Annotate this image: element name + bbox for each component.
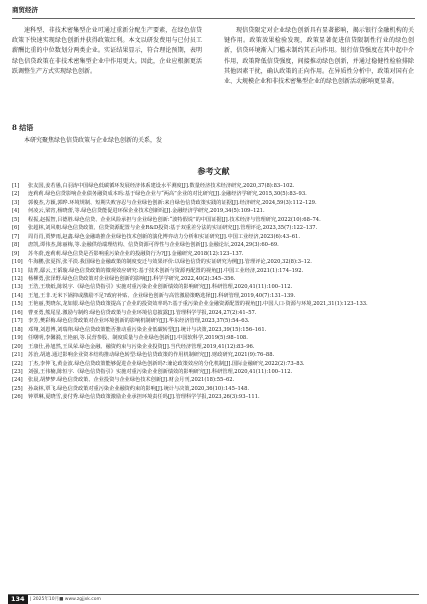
reference-item — [12, 317, 415, 325]
reference-item — [12, 351, 415, 359]
reference-item — [12, 376, 415, 384]
reference-number: [3] — [12, 199, 20, 206]
reference-number: [1] — [12, 183, 20, 189]
section-tag: 商贸经济 — [12, 6, 38, 14]
reference-number: [25] — [12, 385, 23, 392]
reference-number: [5] — [12, 216, 20, 223]
reference-item — [12, 224, 415, 232]
reference-text: 程振,赵振智,吕德胜.绿色信贷、企业风险承担与企业绿色创新:“波特假说”的中国证据[J].技术经济与管理研究,2022(10):68–74. — [28, 216, 321, 223]
reference-item — [12, 190, 415, 198]
reference-item — [12, 258, 415, 266]
reference-number: [8] — [12, 242, 20, 249]
body-paragraph: 速科型、非技术密集型企业可通过重新分配生产要素，在绿色信贷政策下快速实现绿色创新并获得政策红利。本文以研发费用与已付员工薪酬比重的中位数划分两类企业。实证结果显示，符合理论预期，表明绿色信贷政策在非技术密集型企业中作用更大。因此，企业应根据更活跃调整生产方式实现绿色创新。 — [12, 27, 202, 75]
reference-text: 牛海鹏,张夏挥,张平淡.我国绿色金融政策的制度变迁与效果评价:以绿色信贷的实证研究为例[J].管理评论,2020,32(8):3–12. — [28, 259, 312, 266]
reference-text: 杨柳勇,张泽野.绿色信贷政策对企业绿色创新的影响[J].科学学研究,2022,40(2):345–356. — [28, 275, 236, 282]
reference-text: 张超林,刘风朝.绿色信贷政策、信贷资源配置与企业R&D投资:基于双重差分法的实证研究[J].管理评论,2023,35(7):122–137. — [28, 225, 318, 232]
reference-item — [12, 309, 415, 317]
reference-text: 李芳,樊彩梅.绿色信贷政策对企业环境创新的影响机制研究[J].华东经济管理,2023,37(5):54–63. — [28, 318, 250, 325]
body-column-right — [224, 26, 414, 87]
reference-text: 苏冬蔚,连莉莉.绿色信贷是否影响重污染企业的投融资行为?[J].金融研究,2018(12):123–137. — [28, 250, 244, 257]
reference-item — [12, 393, 415, 401]
reference-item — [12, 233, 415, 241]
reference-item — [12, 250, 415, 258]
reference-text: 唐凯,谭伟杰,陈丽梅,等.金融供给端理结构、信贷资源可得性与企业绿色创新[J].金融论坛,2024,29(3):60–69. — [28, 242, 279, 249]
reference-item — [12, 368, 415, 376]
reference-text: 王浩,王琰纸,陈锐宇.《绿色信贷指引》实施对重污染企业创新绩效的影响研究[J].科研管理,2020,41(11):100–112. — [28, 284, 293, 291]
reference-number: [4] — [12, 208, 20, 215]
reference-text: 周肖肖,贾梦雨,赵鑫.绿色金融助推企业绿色技术创新的演化博弈动力分析和实证研究[J].中国工业经济,2023(6):43–61. — [28, 233, 300, 240]
conclusion-heading: 8 结语 — [12, 123, 34, 132]
reference-number: [13] — [12, 284, 23, 291]
reference-item — [12, 241, 415, 249]
reference-text: 张友国,姜若愚,白羽涛中国绿色低碳循环发展经济体系建设水平测度[J].数量经济技术经济研究,2020,37(8):83–102. — [28, 183, 295, 189]
reference-text: 刘强,王伟楠,陈恒宇.《绿色信贷指引》实施对重污染企业创新绩效的影响研究[J].科研管理,2020,41(11):100–112. — [28, 368, 293, 375]
page-number: 134 — [8, 595, 28, 604]
reference-item — [12, 207, 415, 215]
reference-text: 王艳丽,类晓东,龙如银.绿色信贷政策提高了企业的投资效率吗?:基于重污染企业金融资源配置的视角[J].中国人口·资源与环境,2021,31(1):123–133. — [28, 301, 368, 308]
reference-text: 孙焱林,覃飞.绿色信贷政策对重污染企业融资约束的影响[J].统计与决策,2020,36(10):145–148. — [28, 385, 250, 392]
reference-text: 王康仕,孙旭然,王凤荣.绿色金融、融资约束与污染企业投资[J].当代经济管理,2019,41(12):83–96. — [28, 343, 255, 350]
reference-text: 王旭,王非.无米下锅抑或激励不足?政府补贴、企业绿色创新与高管激励策略选择[J].科研管理,2019,40(7):131–139. — [28, 292, 296, 299]
reference-text: 陆菁,鄢云,王韬璇.绿色信贷政策的微观效应研究:基于技术创新与资源再配置的视角[J].中国工业经济,2021(1):174–192. — [28, 267, 304, 274]
reference-item — [12, 300, 415, 308]
reference-item — [12, 283, 415, 291]
reference-number: [20] — [12, 343, 23, 350]
reference-number: [23] — [12, 368, 23, 375]
reference-text: 苏治,胡迪.通过影响企业资本结构推动绿色转型:绿色信贷政策的作用机制研究[J].财政研究,2021(9):76–88. — [28, 352, 275, 359]
reference-number: [7] — [12, 233, 20, 240]
reference-number: [18] — [12, 326, 23, 333]
reference-text: 钟覃琳,夏晓雪,姜付秀.绿色信贷政策激励企业承担环境责任吗[J].管理科学学报,2023,26(3):93–111. — [28, 394, 260, 401]
conclusion-text: 本研究聚焦绿色信贷政策与企业绿色创新的关系，发 — [24, 137, 163, 144]
reference-item — [12, 216, 415, 224]
reference-number: [16] — [12, 309, 23, 316]
reference-item — [12, 343, 415, 351]
reference-text: 连莉莉.绿色信贷影响企业债务融资成本吗:基于绿色企业与“两高”企业的对比研究[J].金融经济学研究,2015,30(5):83–93. — [28, 191, 307, 198]
reference-number: [24] — [12, 377, 23, 384]
reference-number: [11] — [12, 267, 23, 274]
reference-number: [6] — [12, 225, 20, 232]
reference-number: [2] — [12, 191, 20, 198]
reference-number: [17] — [12, 318, 23, 325]
reference-text: 郭俊杰,方颖,郭晔.环境规制、短期失败容忍与企业绿色创新:来自绿色信贷政策实践的证据[J].经济研究,2024,59(3):112–129. — [28, 199, 317, 206]
reference-text: 何凌云,梁宵,杨晓蕾,等.绿色信贷能促进环保企业技术创新吗[J].金融经济学研究,2019,34(5):109–121. — [28, 208, 265, 215]
reference-item — [12, 199, 415, 207]
reference-text: 丁杰,李仲飞,黄金波.绿色信贷政策能够促进企业绿色创新吗?:兼论政策效应的分化机制[J].国际金融研究,2022(2):73–83. — [28, 360, 305, 367]
reference-number: [14] — [12, 292, 23, 299]
reference-text: 邓翔,刘恩博,刘瑞翔.绿色信贷政策能否推动重污染企业低碳转型[J].统计与决策,2023,39(15):156–161. — [28, 326, 267, 333]
reference-number: [26] — [12, 394, 23, 401]
page-header — [12, 4, 415, 19]
reference-item — [12, 292, 415, 300]
reference-text: 张晨,胡梦梦.绿色信贷政策、企业投资与企业绿色技术创新[J].财会月刊,2021(18):55–62. — [28, 377, 235, 384]
reference-number: [9] — [12, 250, 20, 257]
reference-text: 曹亚勇,熊尾星.激励与制约:绿色信贷政策与企业环境信息披露[J].管理科学学报,2024,27(2):41–57. — [28, 309, 257, 316]
reference-item — [12, 267, 415, 275]
reference-item — [12, 182, 415, 190]
reference-text: 任曙明,李馨漪,王艳丽,等.民营参股、制度质量与企业绿色创新[J].中国软科学,2019(5):98–108. — [28, 335, 248, 342]
body-column-left — [12, 26, 202, 77]
reference-item — [12, 385, 415, 393]
reference-number: [22] — [12, 360, 23, 367]
reference-number: [15] — [12, 301, 23, 308]
references-list — [12, 182, 415, 402]
reference-number: [10] — [12, 259, 23, 266]
reference-number: [19] — [12, 335, 23, 342]
reference-number: [21] — [12, 352, 23, 359]
reference-number: [12] — [12, 275, 23, 282]
reference-item — [12, 275, 415, 283]
footer-meta: | 2025年10月■ www.zgjjxk.com — [30, 597, 101, 602]
body-paragraph: 现信贷限定对企业绿色创新具有显著影响，揭示银行金融机构的关键作用。政策效果检验发现，政策显著促进信贷限制性行业的绿色创新，信贷环境渐入门槛未制约其正向作用。银行信贷强度在其中起中介作用，政策降低信贷强度，间接推动绿色创新，并通过稳健性检验排除其他因素干扰，确认政策的正向作用。在异质性分析中，政策对国有企业、大规模企业和非技术密集型企业的绿色创新活动影响更显著。 — [224, 27, 414, 86]
reference-item — [12, 360, 415, 368]
reference-item — [12, 334, 415, 342]
reference-item — [12, 326, 415, 334]
references-title: 参考文献 — [197, 166, 230, 176]
